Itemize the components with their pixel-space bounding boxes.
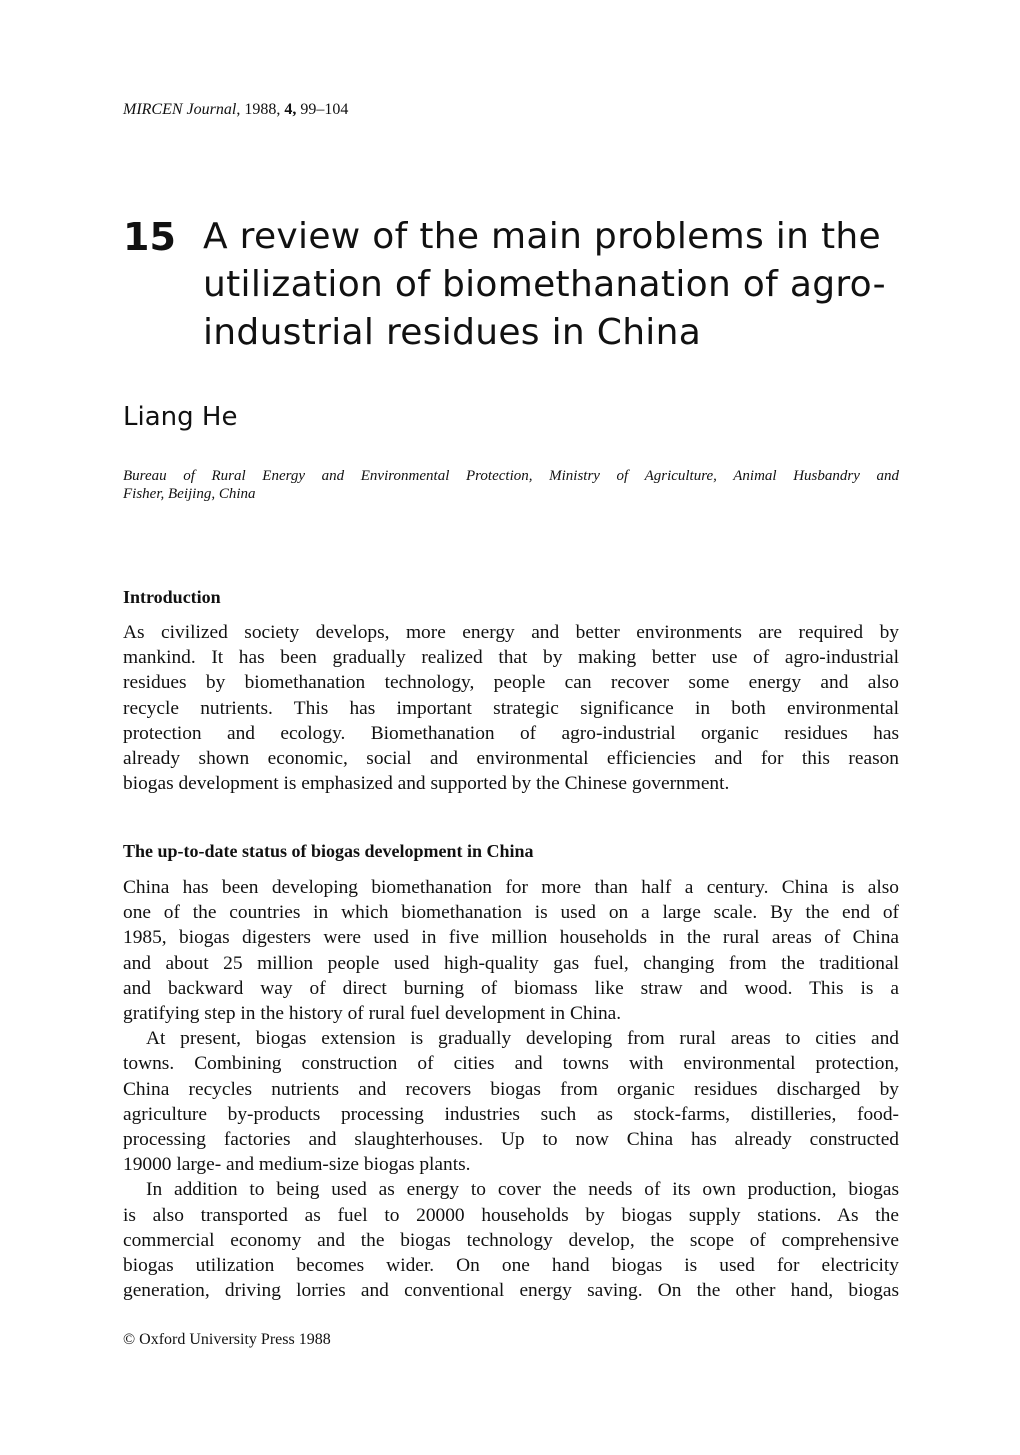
- affiliation-line: Fisher, Beijing, China: [123, 486, 256, 502]
- chapter-number: 15: [123, 215, 176, 259]
- section-introduction: [123, 586, 899, 796]
- text-line: China recycles nutrients and recovers biogas from organic residues discharged by: [123, 1078, 899, 1100]
- text-line: recycle nutrients. This has important strategic significance in both environmental: [123, 697, 899, 719]
- text-line: At present, biogas extension is gradually developing from rural areas to cities and: [146, 1028, 899, 1050]
- section-heading: Introduction: [123, 587, 221, 607]
- text-line: one of the countries in which biomethanation is used on a large scale. By the end of: [123, 902, 899, 924]
- journal-citation: MIRCEN Journal, 1988, 4, 99–104: [123, 101, 349, 118]
- section-heading: The up-to-date status of biogas development in China: [123, 841, 534, 861]
- text-line: biogas utilization becomes wider. On one hand biogas is used for electricity: [123, 1255, 899, 1277]
- journal-year: 1988,: [244, 101, 281, 118]
- section-body: [123, 620, 899, 796]
- affiliation-line: Bureau of Rural Energy and Environmental Protection, Ministry of Agriculture, Animal Husbandry and: [123, 468, 899, 484]
- text-line: As civilized society develops, more energy and better environments are required by: [123, 622, 899, 643]
- text-line: 1985, biogas digesters were used in five million households in the rural areas of China: [123, 927, 899, 949]
- text-line: China has been developing biomethanation for more than half a century. China is also: [123, 877, 899, 898]
- text-line: generation, driving lorries and conventional energy saving. On the other hand, biogas: [123, 1280, 899, 1302]
- author-affiliation: [123, 467, 899, 503]
- text-line: commercial economy and the biogas technology develop, the scope of comprehensive: [123, 1229, 899, 1251]
- author-name: Liang He: [123, 402, 238, 432]
- journal-name: MIRCEN Journal: [123, 101, 237, 118]
- text-line: biogas development is emphasized and supported by the Chinese government.: [123, 773, 730, 795]
- text-line: already shown economic, social and environmental efficiencies and for this reason: [123, 748, 899, 770]
- copyright-notice: © Oxford University Press 1988: [123, 1331, 331, 1348]
- title-line: utilization of biomethanation of agro-: [203, 264, 886, 305]
- section-body: [123, 875, 899, 1303]
- text-line: protection and ecology. Biomethanation of agro-industrial organic residues has: [123, 722, 899, 744]
- text-line: and backward way of direct burning of biomass like straw and wood. This is a: [123, 977, 899, 999]
- text-line: is also transported as fuel to 20000 households by biogas supply stations. As the: [123, 1204, 899, 1226]
- text-line: processing factories and slaughterhouses. Up to now China has already constructed: [123, 1129, 899, 1151]
- journal-pages: 99–104: [300, 101, 349, 118]
- text-line: In addition to being used as energy to cover the needs of its own production, biogas: [146, 1179, 899, 1201]
- section-biogas-status: [123, 840, 899, 1303]
- title-line: industrial residues in China: [203, 312, 702, 353]
- text-line: mankind. It has been gradually realized that by making better use of agro-industrial: [123, 647, 899, 669]
- text-line: 19000 large- and medium-size biogas plants.: [123, 1154, 471, 1176]
- journal-volume: 4,: [284, 101, 297, 118]
- text-line: residues by biomethanation technology, people can recover some energy and also: [123, 672, 899, 694]
- title-line: A review of the main problems in the: [203, 216, 881, 257]
- text-line: towns. Combining construction of cities and towns with environmental protection,: [123, 1053, 899, 1075]
- text-line: agriculture by-products processing industries such as stock-farms, distilleries, food-: [123, 1103, 899, 1125]
- article-title: [203, 213, 923, 357]
- text-line: gratifying step in the history of rural fuel development in China.: [123, 1003, 622, 1025]
- text-line: and about 25 million people used high-quality gas fuel, changing from the traditional: [123, 952, 899, 974]
